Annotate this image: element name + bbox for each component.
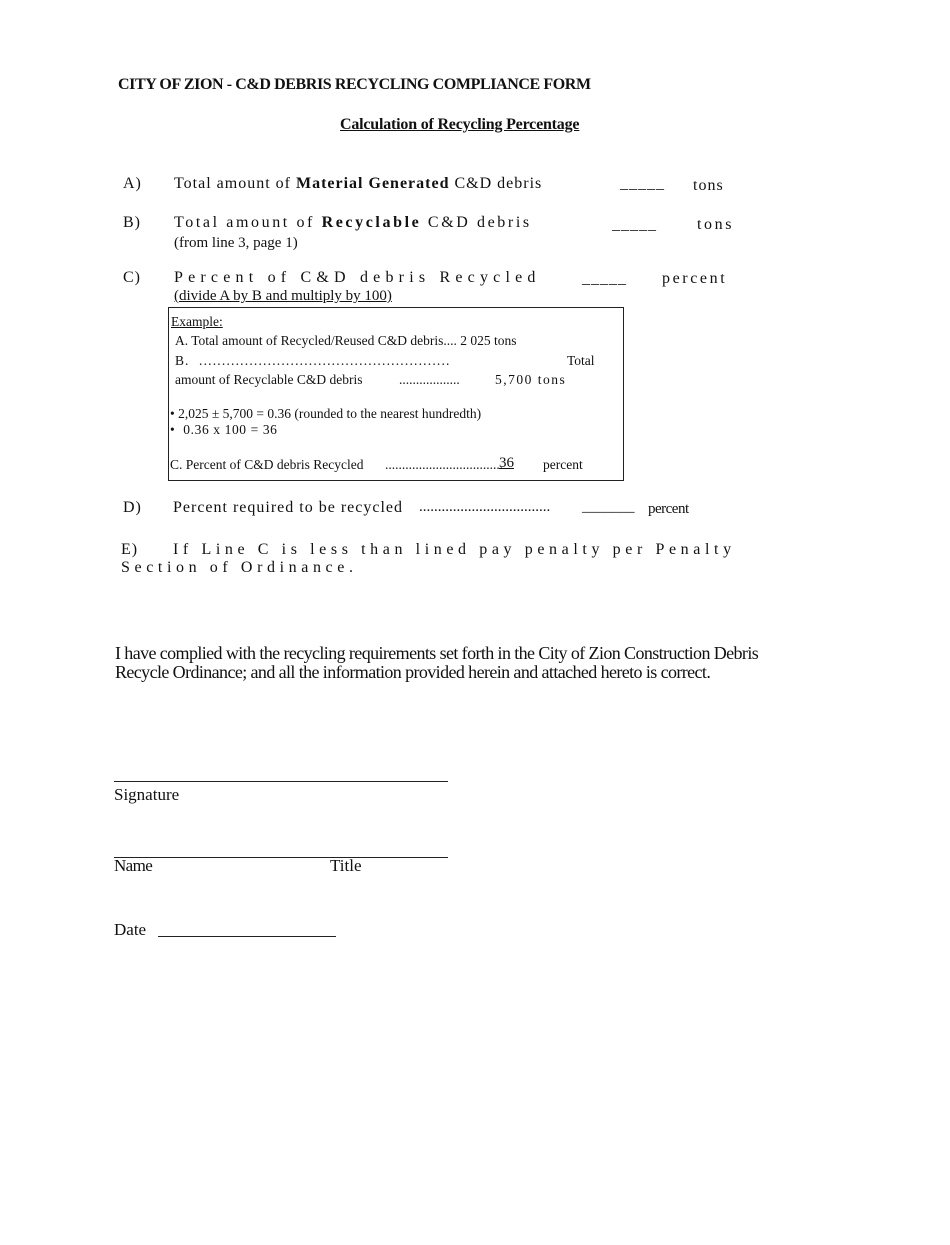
item-b-letter: B) [123,214,141,231]
example-line-b2-dots: .................. [399,372,460,387]
item-b-unit: tons [697,216,735,233]
signature-label: Signature [114,785,180,804]
example-result-text: C. Percent of C&D debris Recycled [170,457,364,472]
name-label: Name [114,856,153,875]
item-c-note: (divide A by B and multiply by 100) [174,288,392,304]
example-line-b2-text: amount of Recyclable C&D debris [175,372,363,387]
item-a-text: Total amount of Material Generated C&D debris [174,175,543,192]
example-line-b2-value: 5,700 tons [495,372,567,387]
example-heading: Example: [171,314,223,329]
date-line[interactable] [158,936,336,937]
item-b-blank[interactable]: _____ [612,216,657,233]
item-e-line1: If Line C is less than lined pay penalty per Penalty [173,541,736,558]
name-title-line[interactable] [114,857,448,858]
example-line-b-dots: ....................................................... [199,353,451,368]
item-a-blank[interactable]: _____ [620,175,665,192]
item-c-letter: C) [123,269,141,286]
example-result-unit: percent [543,457,583,472]
item-a-unit: tons [693,177,724,194]
example-line-b-suffix: Total [567,353,595,368]
form-title: CITY OF ZION - C&D DEBRIS RECYCLING COMPLIANCE FORM [118,76,591,93]
item-c-blank[interactable]: _____ [582,270,627,287]
example-result-value: 36 [499,455,514,471]
item-b-note: (from line 3, page 1) [174,235,298,251]
item-d-blank[interactable]: _______ [582,499,635,515]
example-line-a: A. Total amount of Recycled/Reused C&D debris.... 2 025 tons [175,333,517,348]
item-c-text: Percent of C&D debris Recycled [174,269,541,286]
item-e-line2: Section of Ordinance. [121,559,358,576]
item-b-text: Total amount of Recyclable C&D debris [174,214,532,231]
item-c-unit: percent [662,270,728,287]
example-line-b-prefix: B. [175,353,190,368]
date-label: Date [114,920,147,939]
item-d-letter: D) [123,499,142,516]
item-d-text: Percent required to be recycled [173,499,404,516]
item-d-unit: percent [648,501,689,517]
item-a-letter: A) [123,175,142,192]
title-label: Title [330,856,362,875]
bullet-1: • 2,025 ± 5,700 = 0.36 (rounded to the nearest hundredth) [170,406,482,421]
bullet-2: • 0.36 x 100 = 36 [170,422,278,437]
item-d-dots: ................................... [419,499,551,515]
example-result-dots: ................................... [385,457,504,472]
section-subtitle: Calculation of Recycling Percentage [340,116,580,133]
item-e-letter: E) [121,541,139,558]
example-box [168,307,624,481]
certification-statement: I have complied with the recycling requirements set forth in the City of Zion Construction Debris Recycle Ordinance; and all the information provided herein and attached hereto is correct. [115,643,759,682]
signature-line[interactable] [114,781,448,782]
